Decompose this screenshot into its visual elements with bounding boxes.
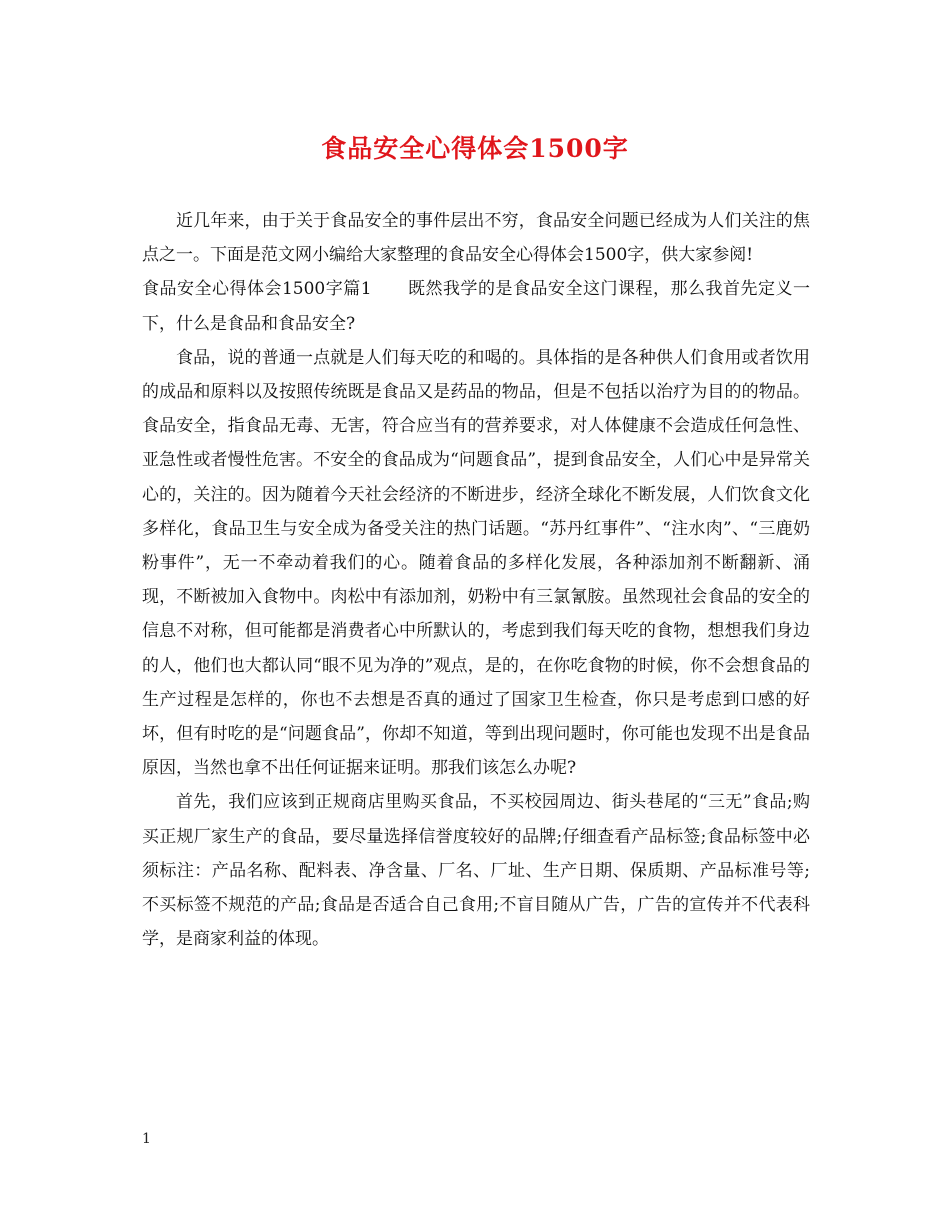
section-label: 食品安全心得体会1500字篇1 <box>142 279 372 300</box>
document-body <box>142 204 810 956</box>
body-paragraph-1: 食品，说的普通一点就是人们每天吃的和喝的。具体指的是各种供人们食用或者饮用的成品和原料以及按照传统既是食品又是药品的物品，但是不包括以治疗为目的的物品。食品安全，指食品无毒、无害，符合应当有的营养要求，对人体健康不会造成任何急性、亚急性或者慢性危害。不安全的食品成为“问题食品”，提到食品安全，人们心中是异常关心的，关注的。因为随着今天社会经济的不断进步，经济全球化不断发展，人们饮食文化多样化，食品卫生与安全成为备受关注的热门话题。“苏丹红事件”、“注水肉”、“三鹿奶粉事件”，无一不牵动着我们的心。随着食品的多样化发展，各种添加剂不断翻新、涌现，不断被加入食物中。肉松中有添加剂，奶粉中有三氯氰胺。虽然现社会食品的安全的信息不对称，但可能都是消费者心中所默认的，考虑到我们每天吃的食物，想想我们身边的人，他们也大都认同“眼不见为净的”观点，是的，在你吃食物的时候，你不会想食品的生产过程是怎样的，你也不去想是否真的通过了国家卫生检查，你只是考虑到口感的好坏，但有时吃的是“问题食品”，你却不知道，等到出现问题时，你可能也发现不出是食品原因，当然也拿不出任何证据来证明。那我们该怎么办呢? <box>142 347 810 779</box>
section-heading-line <box>142 272 810 340</box>
document-title: 食品安全心得体会1500字 <box>321 134 629 163</box>
section-lead: 既然我学的是食品安全这门课程，那么我首先定义一下，什么是食品和食品安全? <box>142 279 810 334</box>
body-paragraph-2: 首先，我们应该到正规商店里购买食品，不买校园周边、街头巷尾的“三无”食品;购买正规厂家生产的食品，要尽量选择信誉度较好的品牌;仔细查看产品标签;食品标签中必须标注：产品名称、配料表、净含量、厂名、厂址、生产日期、保质期、产品标准号等;不买标签不规范的产品;食品是否适合自己食用;不盲目随从广告，广告的宣传并不代表科学，是商家利益的体现。 <box>142 792 810 950</box>
page-number: 1 <box>142 1131 151 1147</box>
intro-paragraph: 近几年来，由于关于食品安全的事件层出不穷，食品安全问题已经成为人们关注的焦点之一。下面是范文网小编给大家整理的食品安全心得体会1500字，供大家参阅! <box>142 211 810 266</box>
